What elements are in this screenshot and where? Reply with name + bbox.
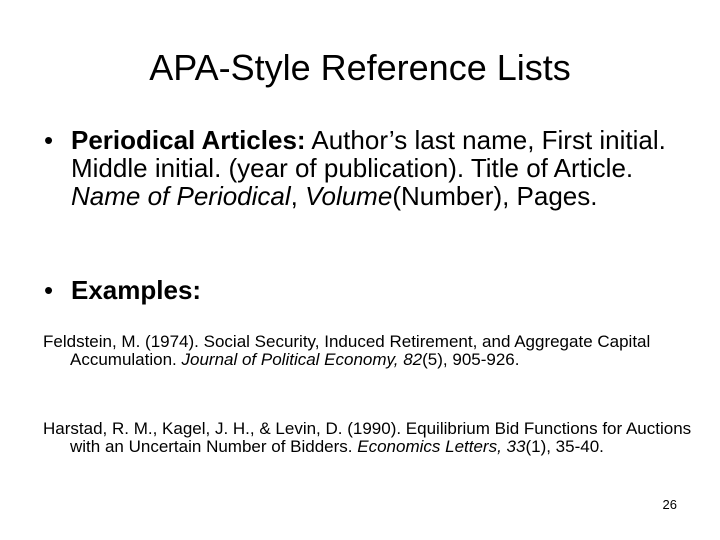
bullet-periodical-articles xyxy=(44,126,684,210)
reference-pages: (5), 905-926. xyxy=(422,350,520,369)
bullet-marker: • xyxy=(44,125,54,155)
bullet-text xyxy=(71,126,684,210)
volume-term: Volume xyxy=(305,181,393,211)
reference-journal: Economics Letters, 33 xyxy=(357,437,526,456)
reference-entry xyxy=(43,420,720,456)
reference-text: Feldstein, M. (1974). Social Security, Induced Retirement, and Aggregate Capital Accumulation. xyxy=(43,332,651,369)
page-number: 26 xyxy=(662,497,677,512)
bullet-label: Periodical Articles: xyxy=(71,125,306,155)
bullet-text xyxy=(71,276,684,304)
reference-journal: Journal of Political Economy, 82 xyxy=(181,350,423,369)
bullet-label: Examples: xyxy=(71,275,202,305)
periodical-name-term: Name of Periodical xyxy=(71,181,291,211)
bullet-marker: • xyxy=(44,275,54,305)
reference-entry xyxy=(43,333,720,369)
slide-title: APA-Style Reference Lists xyxy=(149,47,571,88)
bullet-body: , xyxy=(290,181,306,211)
reference-pages: (1), 35-40. xyxy=(525,437,604,456)
bullet-body: Author’s last name, First initial. Middle initial. (year of publication). Title of Article. xyxy=(71,125,666,183)
bullet-body: (Number), Pages. xyxy=(392,181,598,211)
bullet-examples xyxy=(44,276,684,304)
reference-text: Harstad, R. M., Kagel, J. H., & Levin, D. (1990). Equilibrium Bid Functions for Auctions with an Uncertain Number of Bidders. xyxy=(43,419,692,456)
